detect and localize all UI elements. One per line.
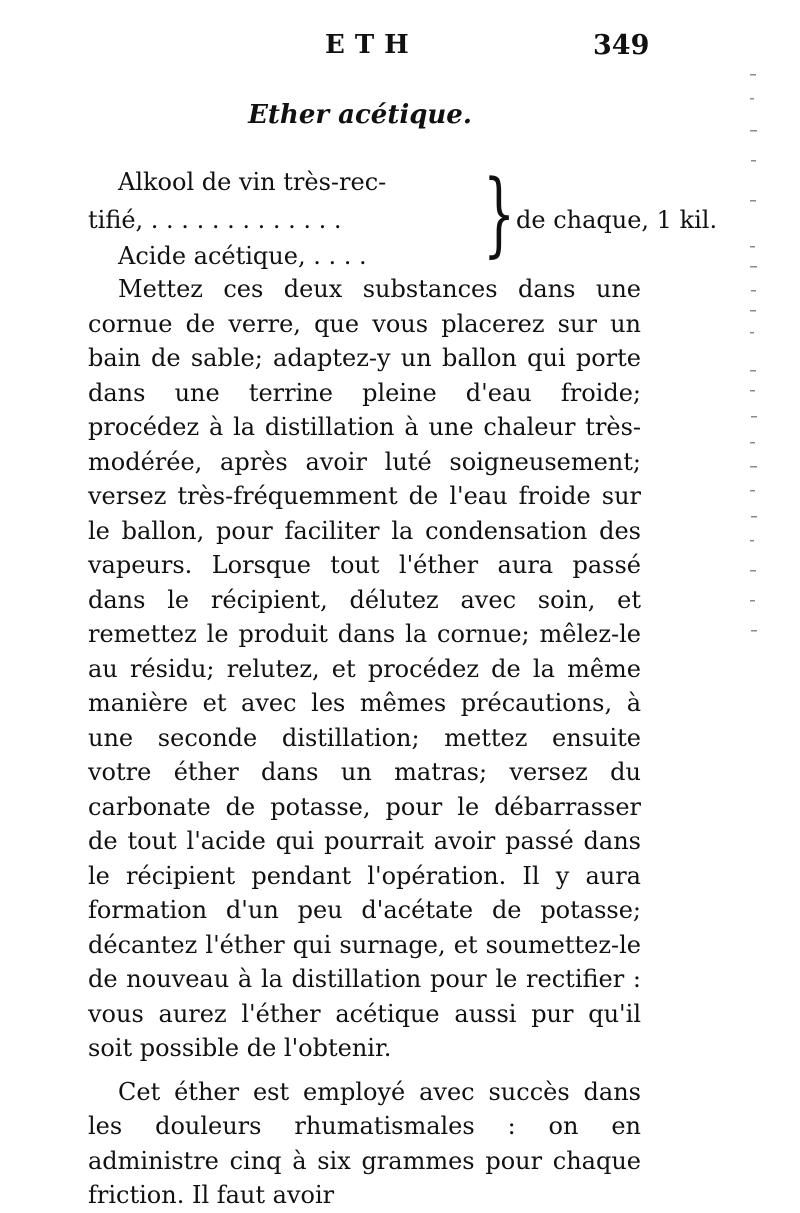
margin-scan-marks [748, 70, 768, 650]
recipe-line-3: Acide acétique, . . . . [118, 242, 367, 270]
paragraph: Cet éther est employé avec succès dans les douleurs rhumatismales : on en administre cinq à six grammes pour chaque friction. Il faut avoir [88, 1077, 641, 1209]
curly-brace-icon: } [483, 160, 516, 267]
recipe-line-2: tifié, . . . . . . . . . . . . . [88, 206, 342, 234]
running-title: ETH [325, 30, 419, 60]
recipe-block [88, 160, 718, 278]
recipe-line-1: Alkool de vin très-rec- [118, 168, 387, 196]
running-head [0, 30, 800, 70]
margin-noise-icon [748, 70, 768, 650]
body-text [88, 272, 641, 1213]
page-number: 349 [593, 30, 650, 61]
paragraph: Mettez ces deux substances dans une cornue de verre, que vous placerez sur un bain de sable; adaptez-y un ballon qui porte dans une terrine pleine d'eau froide; procédez à la distillation à une chaleur très-modérée, après avoir luté soigneusement; versez très-fréquemment de l'eau froide sur le ballon, pour faciliter la condensation des vapeurs. Lorsque tout l'éther aura passé dans le récipient, délutez avec soin, et remettez le produit dans la cornue; mêlez-le au résidu; relutez, et procédez de la même manière et avec les mêmes précautions, à une seconde distillation; mettez ensuite votre éther dans un matras; versez du carbonate de potasse, pour le débarrasser de tout l'acide qui pourrait avoir passé dans le récipient pendant l'opération. Il y aura formation d'un peu d'acétate de potasse; décantez l'éther qui surnage, et soumettez-le de nouveau à la distillation pour le rectifier : vous aurez l'éther acétique aussi pur qu'il soit possible de l'obtenir. [88, 275, 641, 1062]
section-title: Ether acétique. [248, 100, 472, 130]
recipe-quantity: de chaque, 1 kil. [516, 206, 718, 234]
